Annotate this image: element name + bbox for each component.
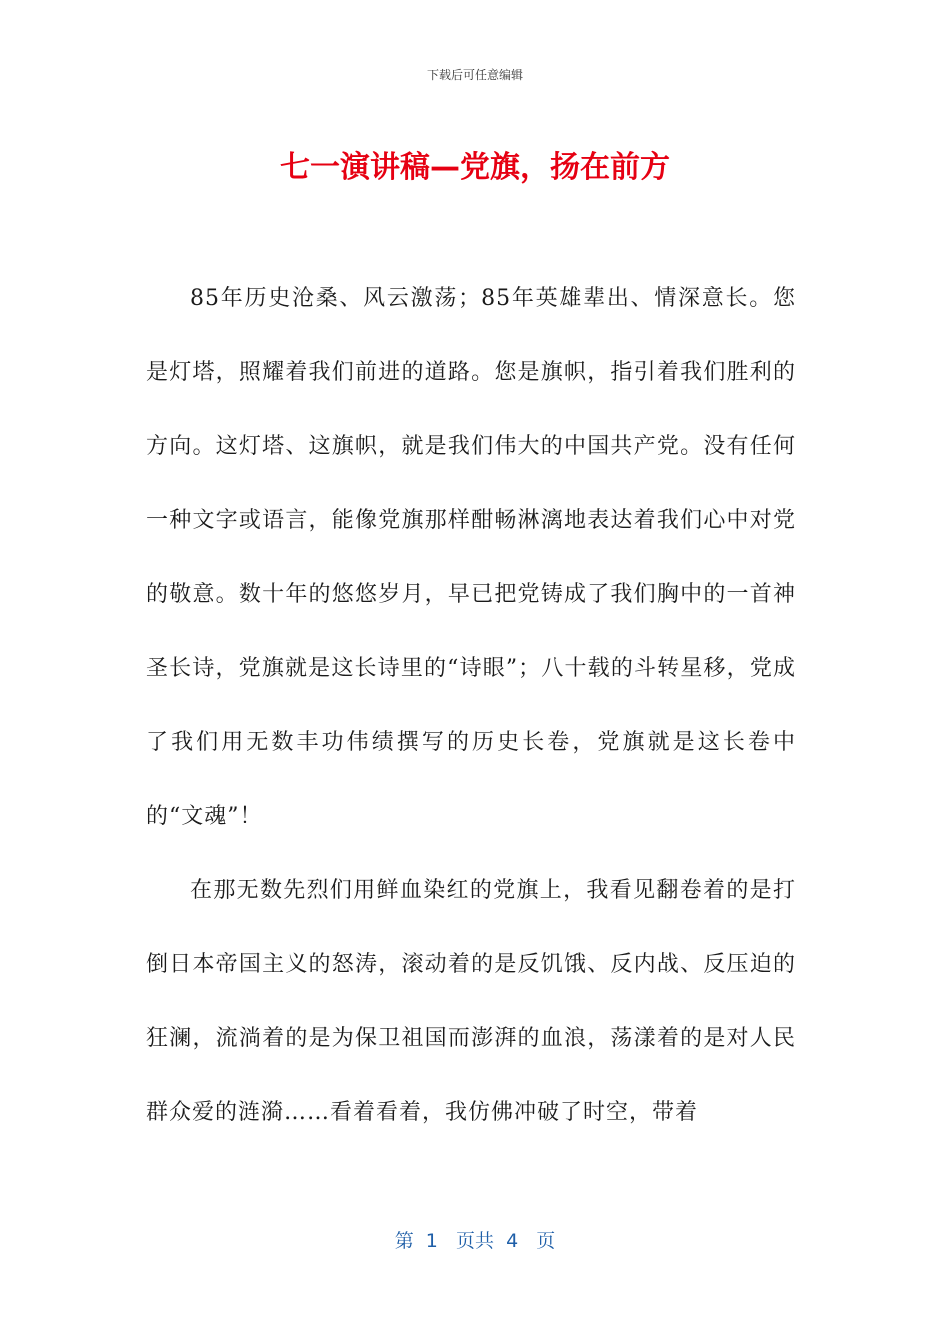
document-title: 七一演讲稿—党旗，扬在前方 <box>280 150 670 185</box>
paragraph-2: 在那无数先烈们用鲜血染红的党旗上，我看见翻卷着的是打倒日本帝国主义的怒涛，滚动着的是反饥饿、反内战、反压迫的狂澜，流淌着的是为保卫祖国而澎湃的血浪，荡漾着的是对人民群众爱的涟漪……看着看着，我仿佛冲破了时空，带着 <box>146 878 796 1125</box>
document-body <box>146 262 796 1150</box>
paragraph-1: 85年历史沧桑、风云激荡；85年英雄辈出、情深意长。您是灯塔，照耀着我们前进的道路。您是旗帜，指引着我们胜利的方向。这灯塔、这旗帜，就是我们伟大的中国共产党。没有任何一种文字或语言，能像党旗那样酣畅淋漓地表达着我们心中对党的敬意。数十年的悠悠岁月，早已把党铸成了我们胸中的一首神圣长诗，党旗就是这长诗里的“诗眼”；八十载的斗转星移，党成了我们用无数丰功伟绩撰写的历史长卷，党旗就是这长卷中的“文魂”！ <box>146 286 796 829</box>
header-note: 下载后可任意编辑 <box>426 68 523 82</box>
page-number: 第 1 页共 4 页 <box>394 1230 556 1252</box>
